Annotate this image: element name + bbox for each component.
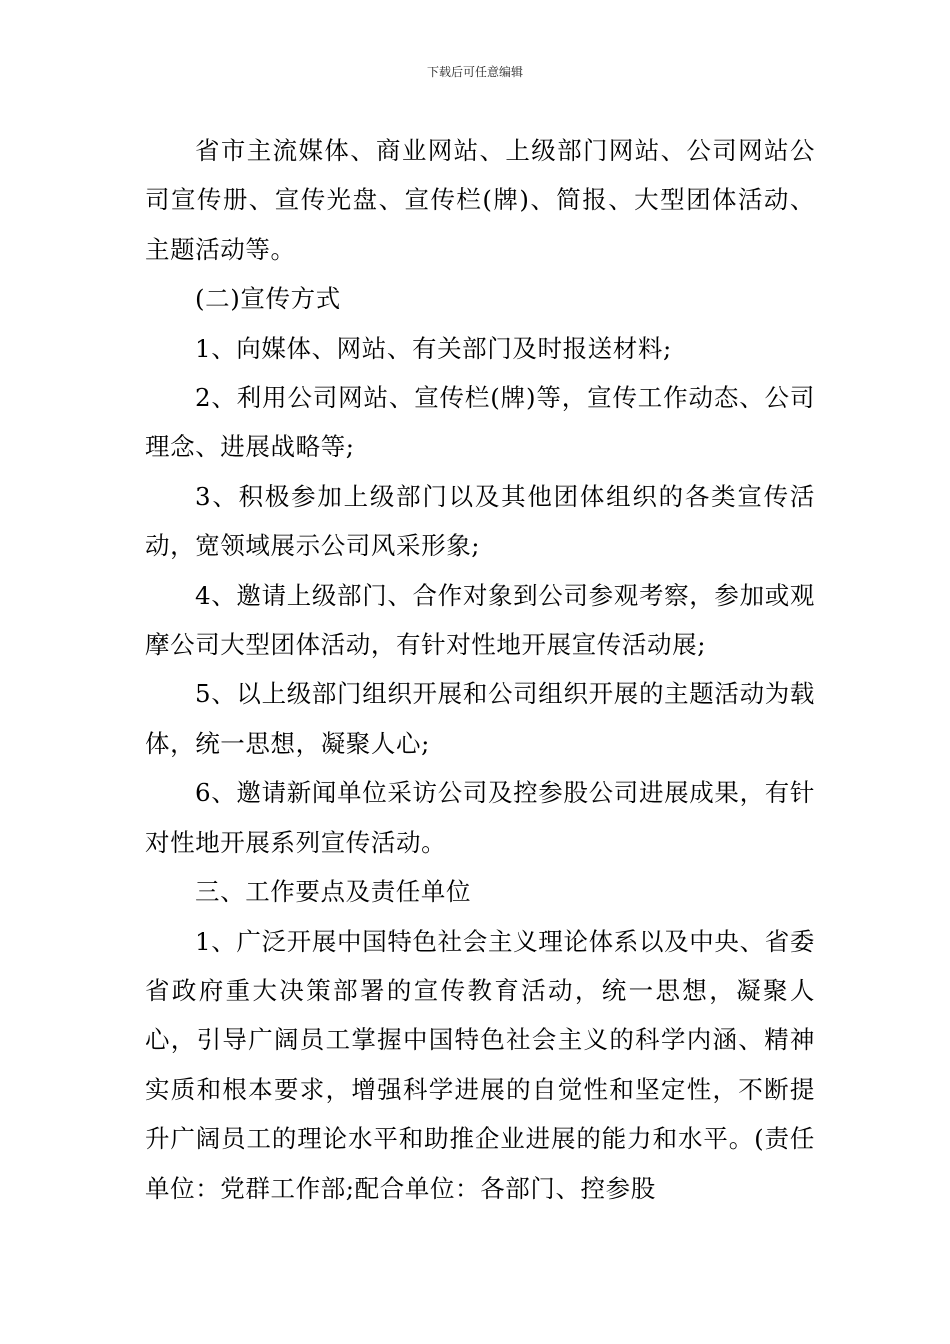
section-heading-publicity-methods: (二)宣传方式 [195, 284, 341, 314]
list-item-2: 2、利用公司网站、宣传栏(牌)等，宣传工作动态、公司理念、进展战略等; [145, 383, 815, 462]
header-note: 下载后可任意编辑 [426, 65, 523, 79]
list-item-4: 4、邀请上级部门、合作对象到公司参观考察，参加或观摩公司大型团体活动，有针对性地开展宣传活动展; [145, 580, 815, 660]
document-body [145, 126, 815, 1213]
list-item-5: 5、以上级部门组织开展和公司组织开展的主题活动为载体，统一思想，凝聚人心; [145, 679, 815, 758]
list-item-1: 1、向媒体、网站、有关部门及时报送材料; [195, 333, 672, 363]
section-heading-work-points: 三、工作要点及责任单位 [195, 877, 472, 907]
list-item-3: 3、积极参加上级部门以及其他团体组织的各类宣传活动，宽领域展示公司风采形象; [145, 481, 815, 561]
paragraph-media-list: 省市主流媒体、商业网站、上级部门网站、公司网站公司宣传册、宣传光盘、宣传栏(牌)、简报、大型团体活动、主题活动等。 [145, 136, 815, 264]
list-item-6: 6、邀请新闻单位采访公司及控参股公司进展成果，有针对性地开展系列宣传活动。 [145, 778, 815, 857]
work-point-1: 1、广泛开展中国特色社会主义理论体系以及中央、省委省政府重大决策部署的宣传教育活动，统一思想，凝聚人心，引导广阔员工掌握中国特色社会主义的科学内涵、精神实质和根本要求，增强科学进展的自觉性和坚定性，不断提升广阔员工的理论水平和助推企业进展的能力和水平。(责任单位：党群工作部;配合单位：各部门、控参股 [145, 926, 815, 1203]
